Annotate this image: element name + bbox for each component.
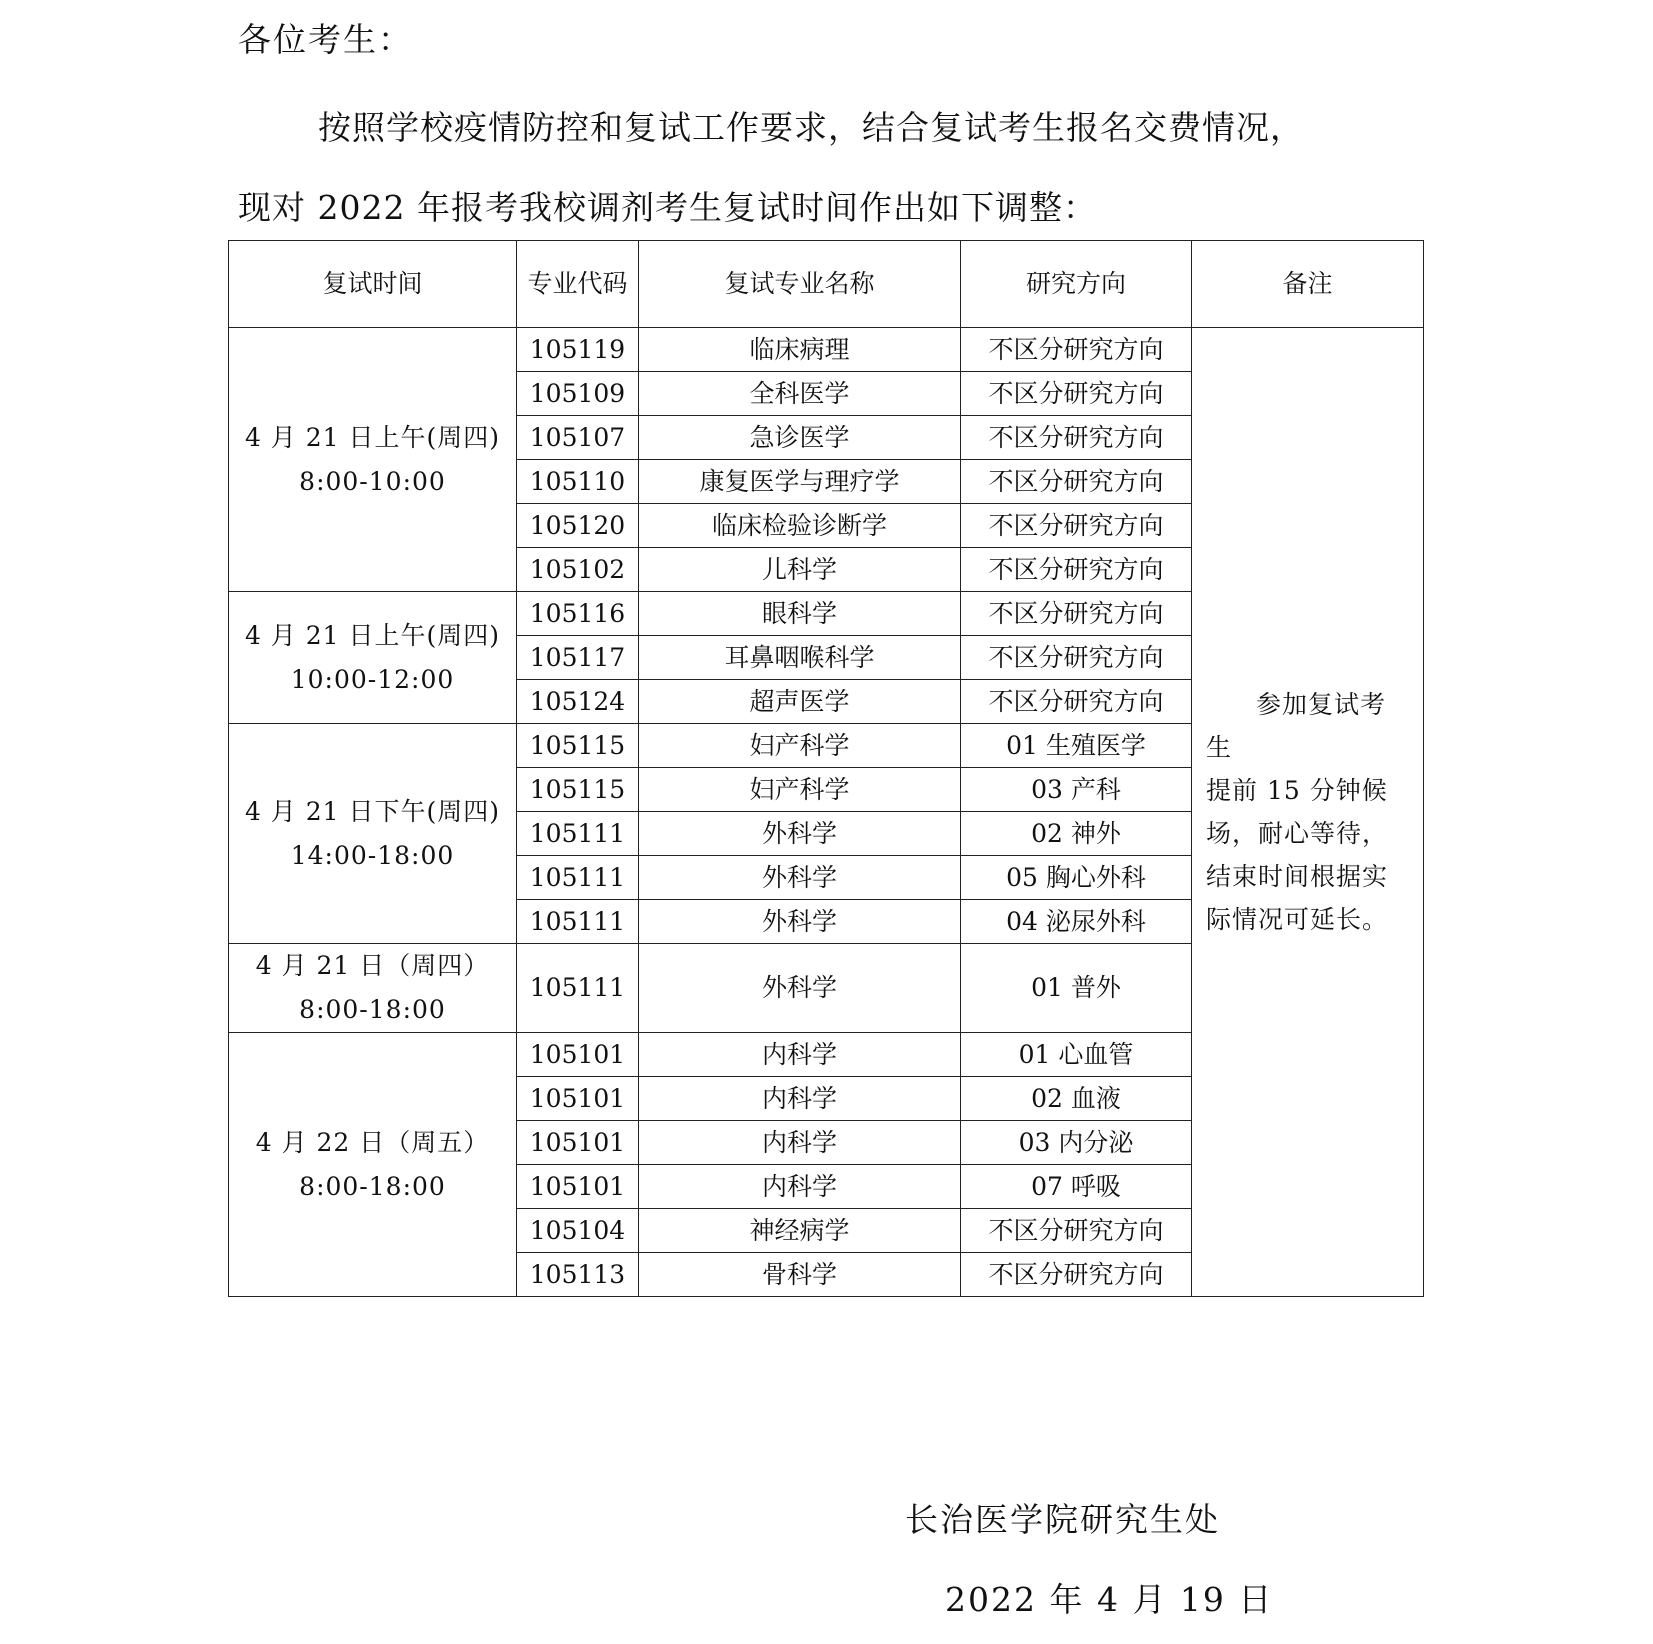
time-date: 4 月 21 日上午(周四) <box>244 422 501 452</box>
major-cell: 全科医学 <box>639 372 961 416</box>
major-cell: 急诊医学 <box>639 416 961 460</box>
direction-cell: 01 生殖医学 <box>961 724 1192 768</box>
code-cell: 105101 <box>517 1077 639 1121</box>
direction-cell: 不区分研究方向 <box>961 636 1192 680</box>
major-cell: 超声医学 <box>639 680 961 724</box>
code-cell: 105110 <box>517 460 639 504</box>
major-cell: 眼科学 <box>639 592 961 636</box>
code-cell: 105115 <box>517 724 639 768</box>
code-cell: 105109 <box>517 372 639 416</box>
time-cell <box>229 592 517 724</box>
code-cell: 105111 <box>517 900 639 944</box>
major-cell: 妇产科学 <box>639 724 961 768</box>
direction-cell: 01 心血管 <box>961 1033 1192 1077</box>
code-cell: 105101 <box>517 1033 639 1077</box>
code-cell: 105119 <box>517 328 639 372</box>
time-range: 10:00-12:00 <box>290 664 455 694</box>
direction-cell: 不区分研究方向 <box>961 372 1192 416</box>
direction-cell: 不区分研究方向 <box>961 548 1192 592</box>
time-range: 8:00-10:00 <box>299 466 446 496</box>
direction-cell: 07 呼吸 <box>961 1165 1192 1209</box>
major-cell: 儿科学 <box>639 548 961 592</box>
note-line: 提前 15 分钟候 <box>1206 776 1388 805</box>
time-date: 4 月 21 日（周四） <box>255 951 490 980</box>
direction-cell: 04 泌尿外科 <box>961 900 1192 944</box>
intro-line-1: 按照学校疫情防控和复试工作要求，结合复试考生报名交费情况， <box>318 108 1304 147</box>
time-range: 8:00-18:00 <box>299 1171 446 1201</box>
direction-cell: 03 内分泌 <box>961 1121 1192 1165</box>
direction-cell: 不区分研究方向 <box>961 592 1192 636</box>
code-cell: 105107 <box>517 416 639 460</box>
time-range: 8:00-18:00 <box>299 995 446 1024</box>
direction-cell: 不区分研究方向 <box>961 328 1192 372</box>
schedule-table <box>228 240 1424 1297</box>
major-cell: 妇产科学 <box>639 768 961 812</box>
direction-cell: 不区分研究方向 <box>961 1209 1192 1253</box>
major-cell: 临床检验诊断学 <box>639 504 961 548</box>
major-cell: 神经病学 <box>639 1209 961 1253</box>
signature: 长治医学院研究生处 <box>905 1500 1220 1539</box>
major-cell: 内科学 <box>639 1121 961 1165</box>
direction-cell: 01 普外 <box>961 944 1192 1033</box>
direction-cell: 不区分研究方向 <box>961 1253 1192 1297</box>
time-cell <box>229 328 517 592</box>
major-cell: 内科学 <box>639 1033 961 1077</box>
time-date: 4 月 22 日（周五） <box>255 1127 490 1157</box>
direction-cell: 03 产科 <box>961 768 1192 812</box>
code-cell: 105111 <box>517 856 639 900</box>
note-cell <box>1192 328 1424 1297</box>
time-date: 4 月 21 日上午(周四) <box>244 620 501 650</box>
direction-cell: 05 胸心外科 <box>961 856 1192 900</box>
code-cell: 105113 <box>517 1253 639 1297</box>
note-line: 参加复试考生 <box>1206 690 1387 762</box>
direction-cell: 不区分研究方向 <box>961 416 1192 460</box>
major-cell: 耳鼻咽喉科学 <box>639 636 961 680</box>
major-cell: 外科学 <box>639 812 961 856</box>
direction-cell: 不区分研究方向 <box>961 504 1192 548</box>
code-cell: 105102 <box>517 548 639 592</box>
direction-cell: 02 血液 <box>961 1077 1192 1121</box>
direction-cell: 不区分研究方向 <box>961 460 1192 504</box>
intro-line-2: 现对 2022 年报考我校调剂考生复试时间作出如下调整： <box>238 188 1097 227</box>
time-cell <box>229 944 517 1033</box>
major-cell: 外科学 <box>639 856 961 900</box>
code-cell: 105124 <box>517 680 639 724</box>
table-body <box>229 328 1424 1297</box>
code-cell: 105111 <box>517 944 639 1033</box>
issue-date: 2022 年 4 月 19 日 <box>945 1580 1274 1619</box>
table-header-row <box>229 241 1424 328</box>
code-cell: 105101 <box>517 1165 639 1209</box>
major-cell: 骨科学 <box>639 1253 961 1297</box>
direction-cell: 不区分研究方向 <box>961 680 1192 724</box>
major-cell: 内科学 <box>639 1165 961 1209</box>
intro-paragraph <box>238 88 1448 248</box>
code-cell: 105120 <box>517 504 639 548</box>
code-cell: 105115 <box>517 768 639 812</box>
major-cell: 外科学 <box>639 900 961 944</box>
major-cell: 临床病理 <box>639 328 961 372</box>
time-cell <box>229 724 517 944</box>
note-line: 场，耐心等待， <box>1206 819 1389 848</box>
note-line: 际情况可延长。 <box>1206 905 1389 934</box>
major-cell: 康复医学与理疗学 <box>639 460 961 504</box>
direction-cell: 02 神外 <box>961 812 1192 856</box>
time-cell <box>229 1033 517 1297</box>
code-cell: 105117 <box>517 636 639 680</box>
header-code: 专业代码 <box>517 241 639 328</box>
table-row <box>229 328 1424 372</box>
header-direction: 研究方向 <box>961 241 1192 328</box>
time-range: 14:00-18:00 <box>290 840 455 870</box>
salutation: 各位考生： <box>238 20 413 59</box>
header-major: 复试专业名称 <box>639 241 961 328</box>
code-cell: 105101 <box>517 1121 639 1165</box>
note-line: 结束时间根据实 <box>1206 862 1389 891</box>
header-time: 复试时间 <box>229 241 517 328</box>
major-cell: 内科学 <box>639 1077 961 1121</box>
code-cell: 105116 <box>517 592 639 636</box>
major-cell: 外科学 <box>639 944 961 1033</box>
code-cell: 105104 <box>517 1209 639 1253</box>
header-note: 备注 <box>1192 241 1424 328</box>
time-date: 4 月 21 日下午(周四) <box>244 796 501 826</box>
code-cell: 105111 <box>517 812 639 856</box>
